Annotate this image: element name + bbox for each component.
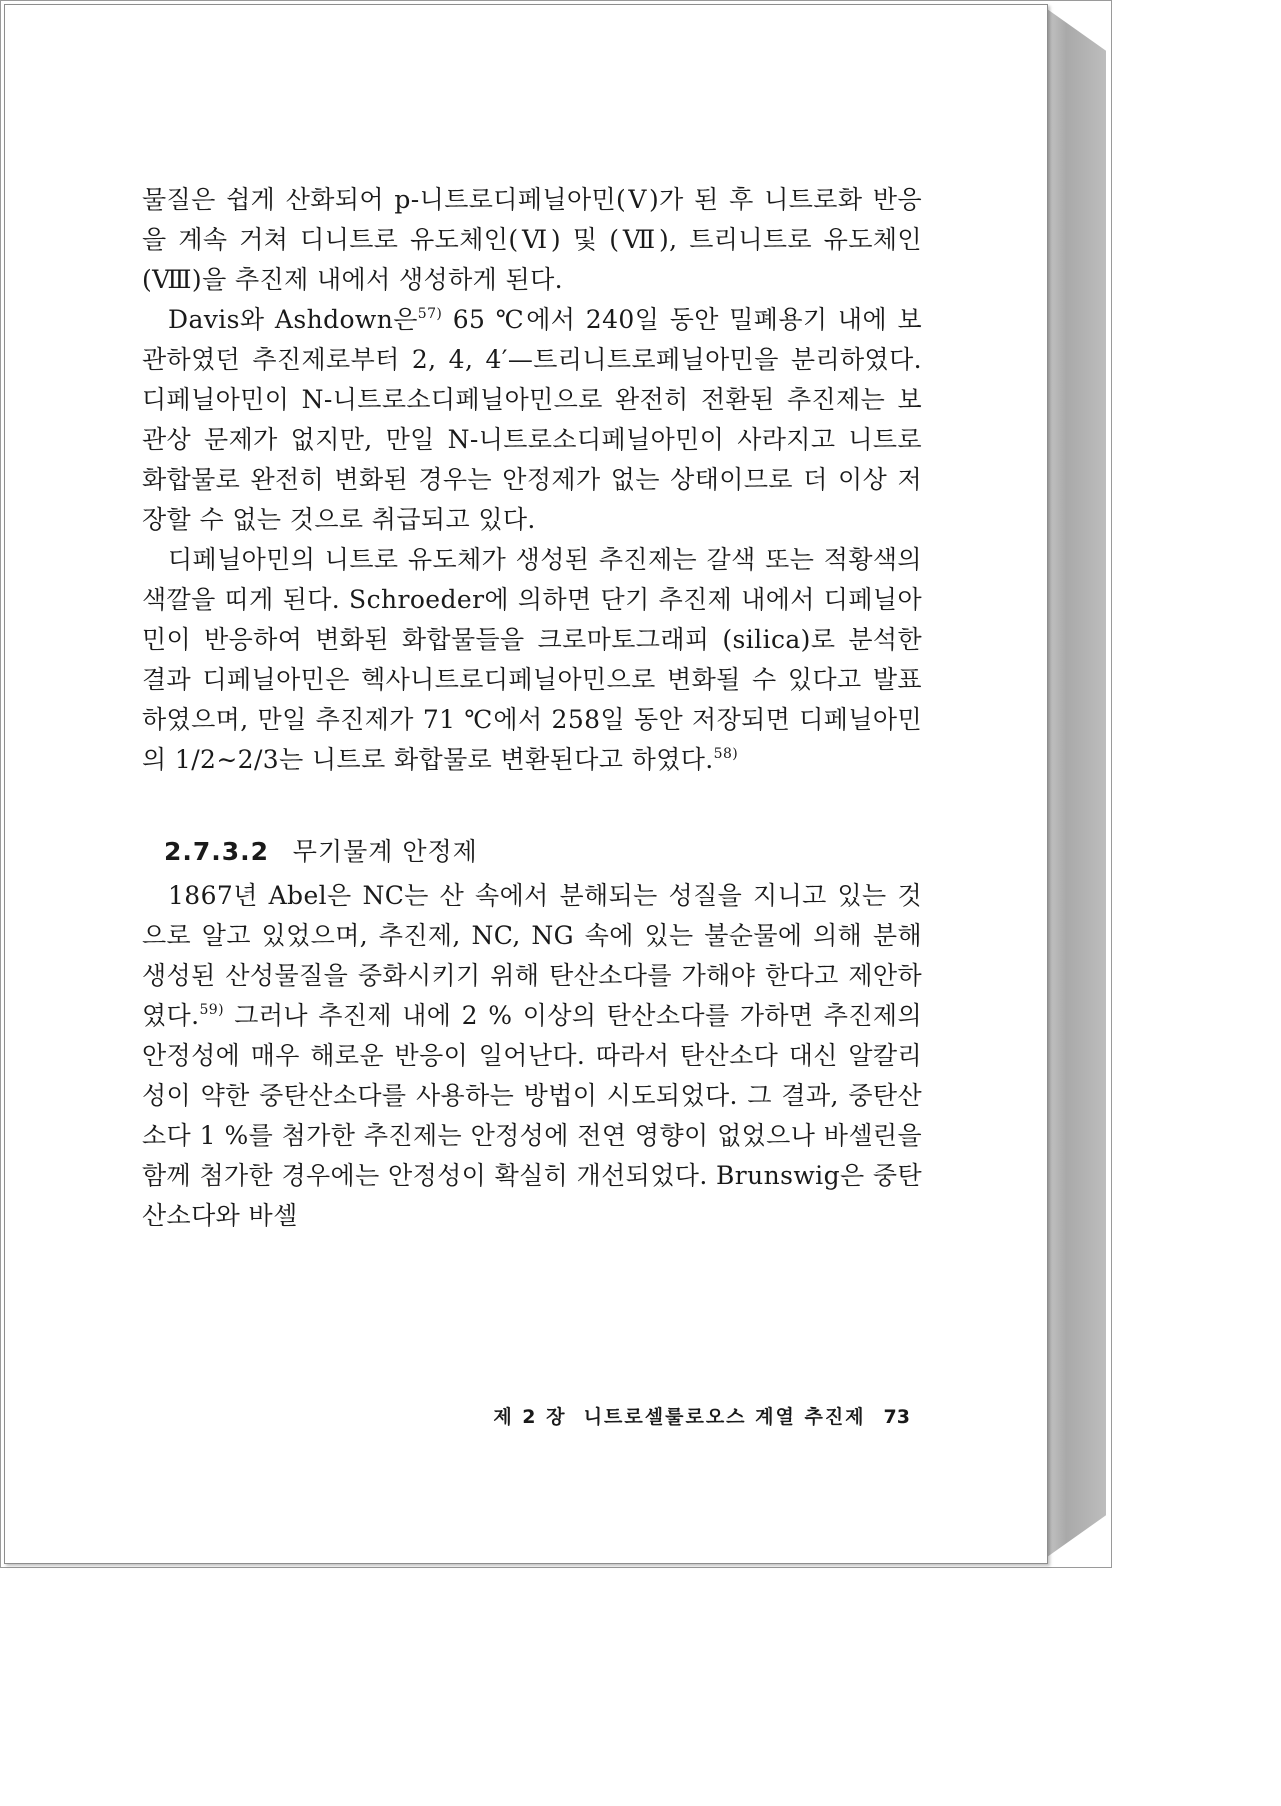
paragraph xyxy=(142,180,922,300)
body-text xyxy=(142,180,922,1236)
section-heading xyxy=(164,832,922,872)
running-footer-chapter: 제 2 장 니트로셀룰로오스 계열 추진제 xyxy=(493,1406,866,1428)
footnote-reference: 57) xyxy=(417,306,443,322)
paragraph xyxy=(142,876,922,1236)
paragraph-text: 그러나 추진제 내에 2 % 이상의 탄산소다를 가하면 추진제의 안정성에 매우 해로운 반응이 일어난다. 따라서 탄산소다 대신 알칼리성이 약한 중탄산소다를 사용하는 방법이 시도되었다. 그 결과, 중탄산소다 1 %를 첨가한 추진제는 안정성에 전연 영향이 없었으나 바셀린을 함께 첨가한 경우에는 안정성이 확실히 개선되었다. Brunswig은 중탄산소다와 바셀 xyxy=(142,1001,922,1230)
footnote-reference: 58) xyxy=(713,746,739,762)
page-number: 73 xyxy=(883,1406,910,1428)
paragraph-text: Davis와 Ashdown은 xyxy=(168,305,418,334)
paragraph-text: 물질은 쉽게 산화되어 p-니트로디페닐아민(Ⅴ)가 된 후 니트로화 반응을 계속 거쳐 디니트로 유도체인(Ⅵ) 및 (Ⅶ), 트리니트로 유도체인 (Ⅷ)을 추진제 내에서 생성하게 된다. xyxy=(142,185,922,294)
paragraph xyxy=(142,300,922,540)
paragraph-text: 1867년 Abel은 NC는 산 속에서 분해되는 성질을 지니고 있는 것으로 알고 있었으며, 추진제, NC, NG 속에 있는 불순물에 의해 분해 생성된 산성물질을 중화시키기 위해 탄산소다를 가해야 한다고 제안하였다. xyxy=(142,881,922,1030)
section-title: 무기물계 안정제 xyxy=(292,837,478,866)
paragraph-text: 65 ℃에서 240일 동안 밀폐용기 내에 보관하였던 추진제로부터 2, 4, 4′—트리니트로페닐아민을 분리하였다. 디페닐아민이 N-니트로소디페닐아민으로 완전히 전환된 추진제는 보관상 문제가 없지만, 만일 N-니트로소디페닐아민이 사라지고 니트로 화합물로 완전히 변화된 경우는 안정제가 없는 상태이므로 더 이상 저장할 수 없는 것으로 취급되고 있다. xyxy=(142,305,922,534)
paragraph-text: 디페닐아민의 니트로 유도체가 생성된 추진제는 갈색 또는 적황색의 색깔을 띠게 된다. Schroeder에 의하면 단기 추진제 내에서 디페닐아민이 반응하여 변화된 화합물들을 크로마토그래피 (silica)로 분석한 결과 디페닐아민은 헥사니트로디페닐아민으로 변화될 수 있다고 발표하였으며, 만일 추진제가 71 ℃에서 258일 동안 저장되면 디페닐아민의 1/2∼2/3는 니트로 화합물로 변환된다고 하였다. xyxy=(142,545,922,774)
paragraph-group-bottom xyxy=(142,876,922,1236)
footnote-reference: 59) xyxy=(199,1002,224,1018)
section-number: 2.7.3.2 xyxy=(164,837,270,866)
paragraph-group-top xyxy=(142,180,922,780)
book-page-edge xyxy=(1040,4,1106,1562)
page-footer xyxy=(410,1402,910,1429)
paragraph xyxy=(142,540,922,780)
